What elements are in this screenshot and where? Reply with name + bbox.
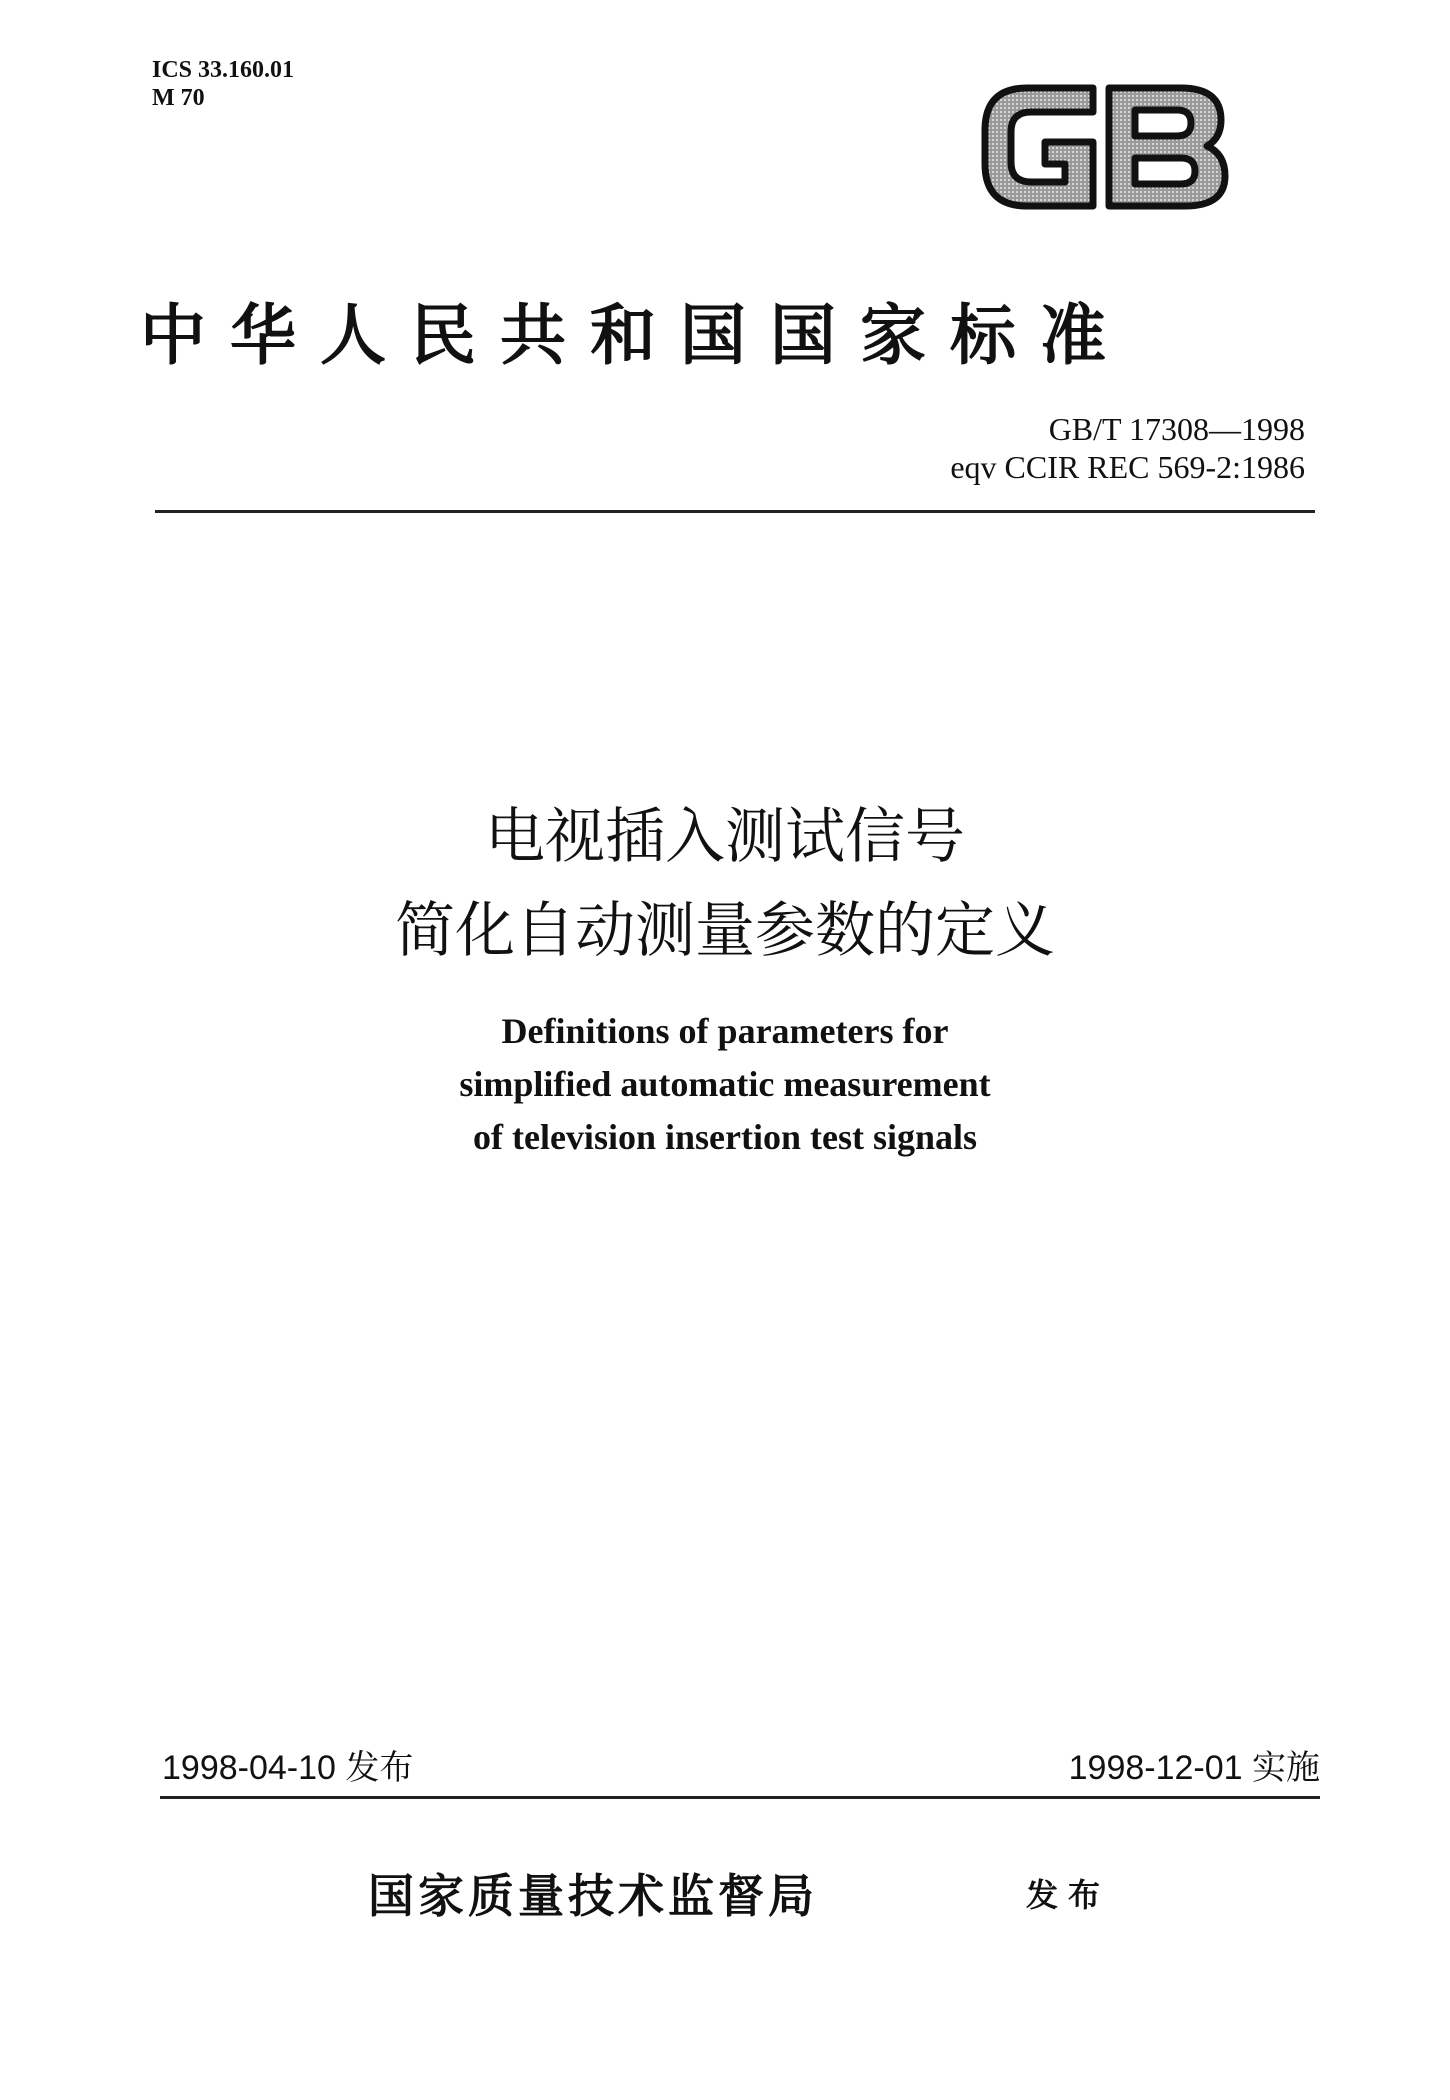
english-title-line-3: of television insertion test signals bbox=[473, 1117, 977, 1157]
national-standard-heading: 中华人民共和国国家标准 bbox=[140, 296, 1130, 374]
chinese-title-line-2: 简化自动测量参数的定义 bbox=[395, 896, 1055, 966]
issue-date: 1998-04-10 发布 bbox=[162, 1749, 414, 1787]
standard-number: GB/T 17308—1998 bbox=[1048, 411, 1305, 447]
chinese-title-line-1: 电视插入测试信号 bbox=[485, 802, 965, 872]
ccs-code: M 70 bbox=[152, 85, 205, 111]
standard-equivalence: eqv CCIR REC 569-2:1986 bbox=[950, 449, 1305, 485]
english-title-line-1: Definitions of parameters for bbox=[501, 1011, 949, 1051]
header-divider bbox=[155, 510, 1315, 513]
standard-number-block bbox=[950, 410, 1305, 486]
ics-code: ICS 33.160.01 bbox=[152, 57, 295, 83]
english-title-line-2: simplified automatic measurement bbox=[459, 1064, 991, 1104]
gb-logo-graphic bbox=[975, 78, 1235, 216]
effective-date: 1998-12-01 实施 bbox=[1068, 1749, 1320, 1787]
classification-codes bbox=[152, 56, 294, 112]
gb-logo bbox=[975, 78, 1235, 216]
footer-divider bbox=[160, 1796, 1320, 1799]
issuing-authority: 国家质量技术监督局 bbox=[368, 1869, 818, 1923]
english-title bbox=[0, 1005, 1450, 1164]
chinese-title bbox=[0, 790, 1450, 978]
date-row bbox=[160, 1746, 1320, 1790]
issue-label: 发布 bbox=[1026, 1876, 1111, 1914]
